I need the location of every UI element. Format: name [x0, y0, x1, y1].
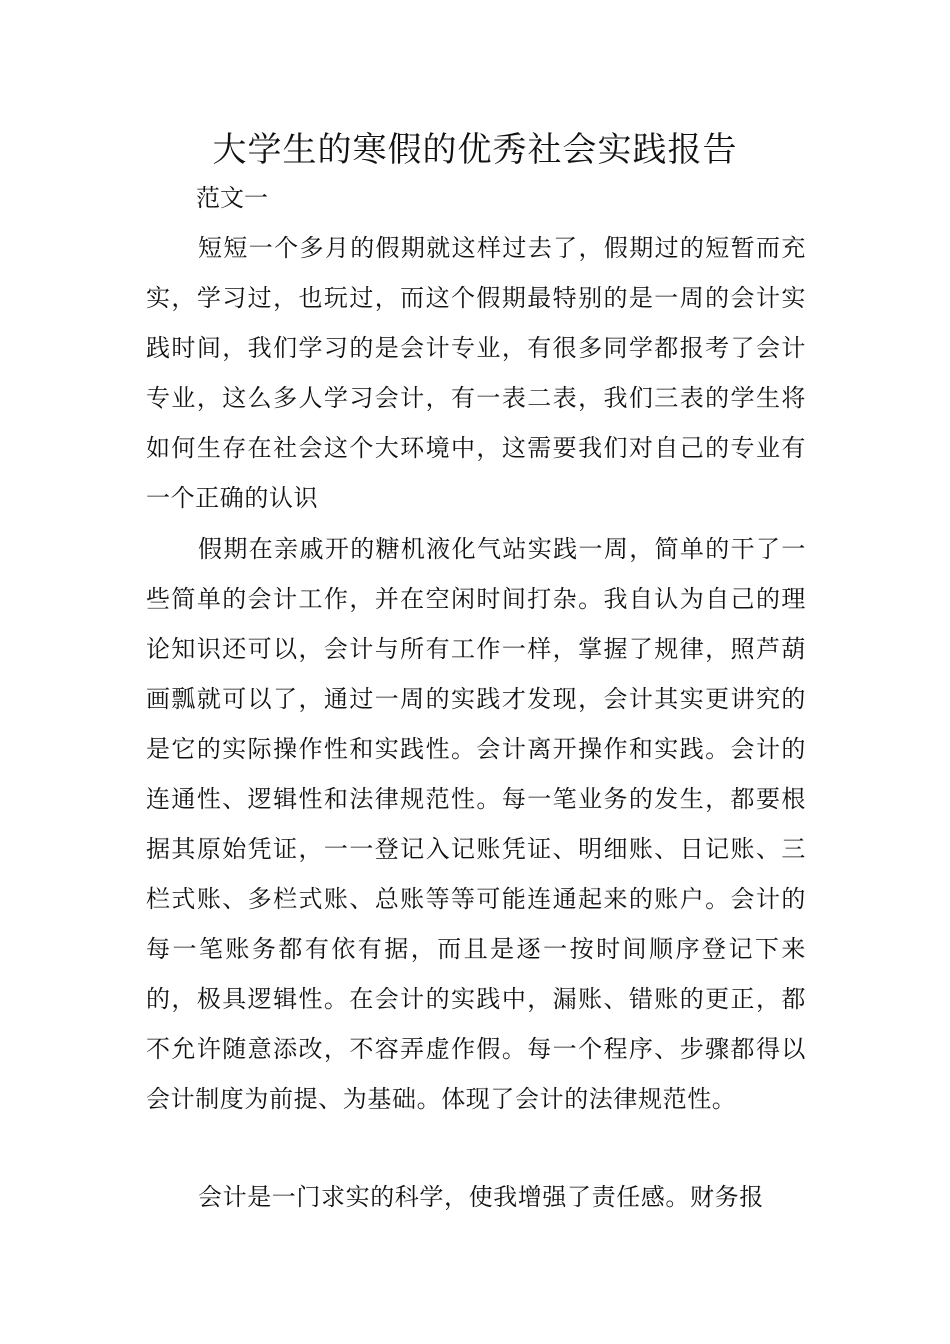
- paragraph-3: 会计是一门求实的科学，使我增强了责任感。财务报: [198, 1183, 764, 1211]
- paragraph-2: 假期在亲戚开的糖机液化气站实践一周，简单的干了一些简单的会计工作，并在空闲时间打杂。我自认为自己的理论知识还可以，会计与所有工作一样，掌握了规律，照芦葫画瓢就可以了，通过一周的实践才发现，会计其实更讲究的是它的实际操作性和实践性。会计离开操作和实践。会计的连通性、逻辑性和法律规范性。每一笔业务的发生，都要根据其原始凭证，一一登记入记账凭证、明细账、日记账、三栏式账、多栏式账、总账等等可能连通起来的账户。会计的每一笔账务都有依有据，而且是逐一按时间顺序登记下来的，极具逻辑性。在会计的实践中，漏账、错账的更正，都不允许随意添改，不容弄虚作假。每一个程序、步骤都得以会计制度为前提、为基础。体现了会计的法律规范性。: [146, 535, 806, 1113]
- paragraph-1: 短短一个多月的假期就这样过去了，假期过的短暂而充实，学习过，也玩过，而这个假期最特别的是一周的会计实践时间，我们学习的是会计专业，有很多同学都报考了会计专业，这么多人学习会计，有一表二表，我们三表的学生将如何生存在社会这个大环境中，这需要我们对自己的专业有一个正确的认识: [146, 234, 806, 512]
- document-subtitle: 范文一: [196, 184, 268, 212]
- document-title: 大学生的寒假的优秀社会实践报告: [212, 130, 738, 170]
